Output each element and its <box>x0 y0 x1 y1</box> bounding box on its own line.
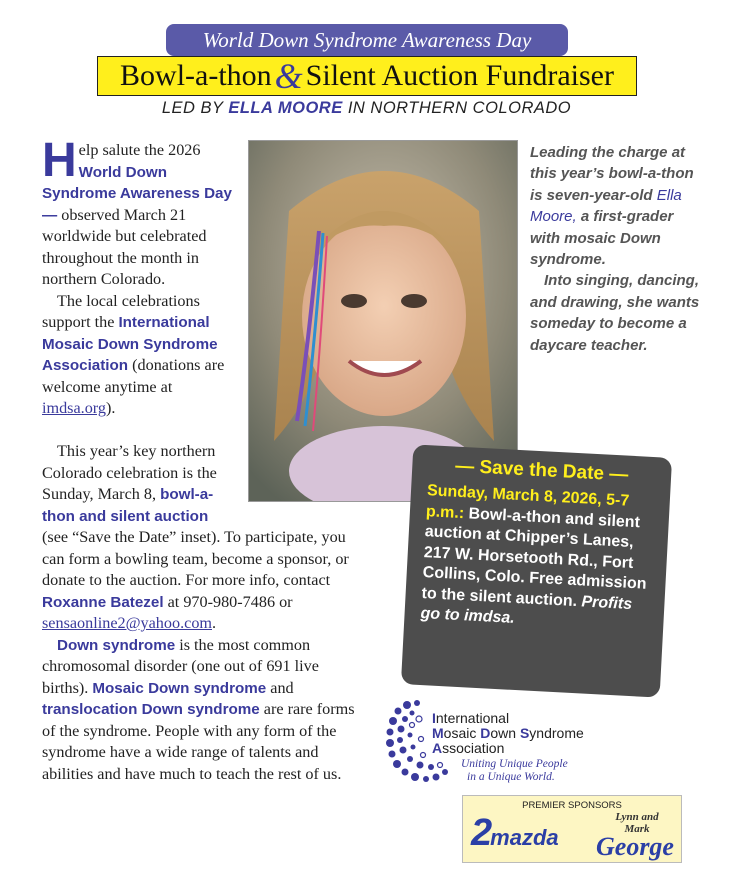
save-the-date-profits: Profits go to imdsa. <box>420 592 633 627</box>
subtitle-pre: LED BY <box>161 99 229 117</box>
save-the-date-details: Bowl-a-thon and silent auction at Chipper’s Lanes, 217 W. Horsetooth Rd., Fort Collins, Colo. Free admission to the silent auction. <box>421 504 647 610</box>
p4-text-f: are rare forms of the syndrome. People with any form of the syndrome have a wide range of talents and abilities and have much to teach the rest of us. <box>42 700 355 783</box>
sponsor-george: George <box>596 832 674 861</box>
caption-paragraph-1 <box>530 142 705 270</box>
photo-caption <box>530 142 705 356</box>
subtitle <box>0 99 733 118</box>
p3-highlight: bowl-a-thon and silent auction <box>42 486 214 525</box>
article-column-wide <box>42 527 367 785</box>
logo-name <box>432 711 584 756</box>
caption-name: Ella Moore, <box>530 186 682 226</box>
subtitle-post: IN NORTHERN COLORADO <box>342 99 572 117</box>
article-paragraph-2 <box>42 291 242 420</box>
subtitle-name: ELLA MOORE <box>228 99 343 117</box>
mazda-number: 2 <box>471 812 491 854</box>
p4-highlight-c: Mosaic Down syndrome <box>92 679 267 697</box>
save-the-date-title: — Save the Date — <box>454 455 629 486</box>
p2-text-d: ). <box>106 399 116 417</box>
p2-highlight: International Mosaic Down Syndrome Association <box>42 314 218 374</box>
article-paragraph-3-cont <box>42 527 367 635</box>
p4-highlight-e: translocation Down syndrome <box>42 701 260 718</box>
title-part1: Bowl-a-thon <box>120 59 272 92</box>
caption-paragraph-2: Into singing, dancing, and drawing, she wants someday to become a daycare teacher. <box>530 272 700 354</box>
p4-text-d: and <box>266 678 294 697</box>
p4-text-b: is the most common chromosomal disorder (one out of 691 live births). <box>42 635 319 697</box>
logo-tagline-2: in a Unique World. <box>467 771 555 783</box>
p3-text-e: at 970-980-7486 or <box>163 592 293 611</box>
email-link[interactable]: sensaonline2@yahoo.com <box>42 614 213 632</box>
premier-sponsors-box <box>462 795 682 863</box>
caption-text-b: a first-grader with mosaic Down syndrome. <box>530 208 674 269</box>
title-banner <box>97 56 637 96</box>
imdsa-link[interactable]: imdsa.org <box>42 399 106 417</box>
p3-text-f: . <box>212 614 217 632</box>
save-the-date-body <box>420 481 654 636</box>
logo-tagline-1: Uniting Unique People <box>461 758 568 770</box>
title-ampersand: & <box>274 56 303 96</box>
imdsa-logo <box>383 697 623 789</box>
sponsors-title: PREMIER SPONSORS <box>522 800 622 811</box>
logo-line-2: Mosaic Down Syndrome <box>432 725 584 741</box>
sponsor-lynn-mark: Lynn and Mark <box>615 811 659 835</box>
mazda-sponsor-logo <box>471 812 559 855</box>
p1-text-c: observed March 21 worldwide but celebrated throughout the month in northern Colorado. <box>42 205 207 288</box>
mazda-word: mazda <box>490 825 559 850</box>
banner-top: World Down Syndrome Awareness Day <box>166 24 568 56</box>
contact-name: Roxanne Batezel <box>42 593 164 611</box>
article-paragraph-1 <box>42 134 242 291</box>
p2-text-c: (donations are welcome anytime at <box>42 356 225 396</box>
drop-cap: H <box>42 134 77 187</box>
logo-tagline <box>461 758 568 784</box>
p2-text-a: The local celebrations support the <box>42 291 200 331</box>
article-paragraph-4 <box>42 635 367 786</box>
article-paragraph-3 <box>42 441 242 527</box>
p1-text-a: elp salute the 2026 <box>78 141 201 159</box>
logo-line-1: International <box>432 710 510 726</box>
p3-text-c: (see “Save the Date” inset). To participate, you can form a bowling team, become a sponsor, or donate to the auction. For more info, contact <box>42 528 349 589</box>
save-the-date-datetime: Sunday, March 8, 2026, 5-7 p.m.: <box>425 482 630 522</box>
article-column-bottom <box>42 441 242 527</box>
title-part2: Silent Auction Fundraiser <box>305 59 614 92</box>
article-column-top <box>42 134 242 420</box>
p3-text-a: This year’s key northern Colorado celebration is the Sunday, March 8, <box>42 442 217 503</box>
caption-text-a: Leading the charge at this year’s bowl-a-thon is seven-year-old <box>530 144 694 204</box>
logo-line-3: Association <box>432 740 505 756</box>
p4-highlight-a: Down syndrome <box>57 636 176 654</box>
p1-highlight: World Down Syndrome Awareness Day — <box>42 163 232 224</box>
save-the-date-box <box>401 444 672 697</box>
